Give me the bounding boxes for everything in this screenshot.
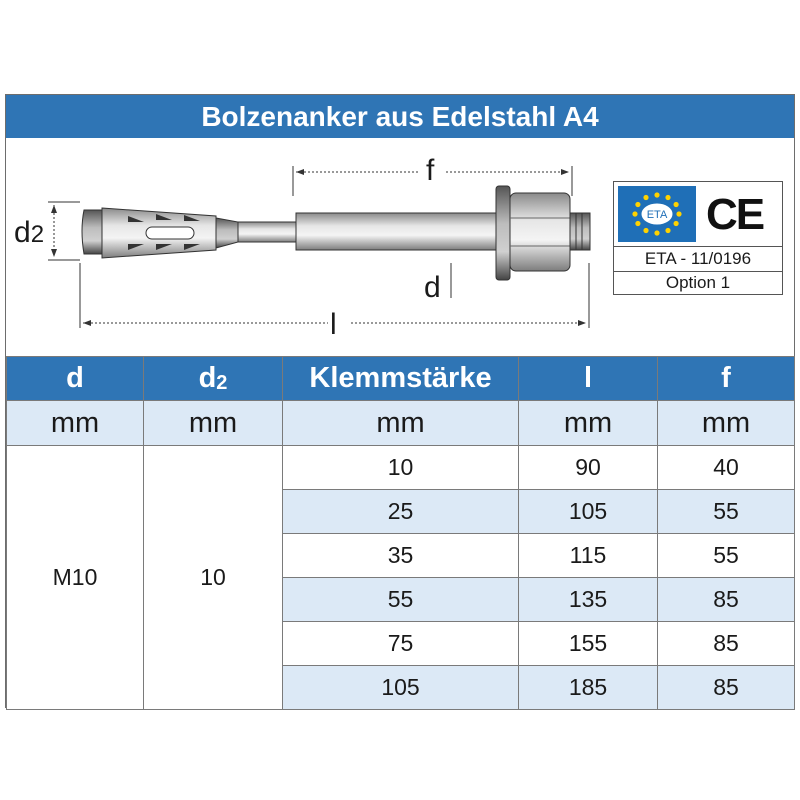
cell-f: 40 [658,446,795,490]
cell-f: 85 [658,578,795,622]
unit-d2: mm [144,401,283,446]
cell-d-value: M10 [7,446,144,710]
cell-l: 115 [519,534,658,578]
dim-label-d2-main: d [14,216,31,249]
eu-star-icon [635,221,640,226]
header-klemmstaerke: Klemmstärke [283,357,519,401]
page-title: Bolzenanker aus Edelstahl A4 [6,95,794,138]
cell-klemmstaerke: 105 [283,666,519,710]
table-unit-row [7,401,795,446]
eu-star-icon [654,230,659,235]
product-sheet [5,94,795,708]
dim-label-d: d [424,271,441,304]
header-f: f [658,357,795,401]
certification-box [613,181,783,295]
spec-table [6,356,795,710]
header-d: d [7,357,144,401]
cell-l: 185 [519,666,658,710]
technical-drawing [6,138,794,356]
cell-klemmstaerke: 75 [283,622,519,666]
eu-star-icon [654,192,659,197]
eu-star-icon [665,228,670,233]
dim-label-l: l [330,308,337,341]
dim-label-f: f [426,154,435,187]
cell-l: 155 [519,622,658,666]
cell-klemmstaerke: 55 [283,578,519,622]
cell-l: 135 [519,578,658,622]
eu-star-icon [632,211,637,216]
dim-label-d2-sub: 2 [30,221,45,248]
unit-d: mm [7,401,144,446]
cell-klemmstaerke: 25 [283,490,519,534]
cell-l: 90 [519,446,658,490]
dim-label-d2 [14,218,44,248]
cell-f: 55 [658,490,795,534]
unit-klemmstaerke: mm [283,401,519,446]
anchor-bolt-illustration [6,138,606,356]
header-l: l [519,357,658,401]
cell-f: 85 [658,622,795,666]
eu-star-icon [665,195,670,200]
unit-f: mm [658,401,795,446]
cell-d2-value: 10 [144,446,283,710]
table-header-row [7,357,795,401]
header-d2: $d_2$ [144,357,283,401]
approval-number: ETA - 11/0196 [614,247,782,272]
eu-star-icon [674,202,679,207]
eu-star-icon [635,202,640,207]
eu-star-icon [643,228,648,233]
cell-f: 55 [658,534,795,578]
eu-label: ETA [646,209,668,221]
approval-option: Option 1 [665,273,731,292]
cell-l: 105 [519,490,658,534]
eu-flag-icon [618,186,696,242]
eu-star-icon [674,221,679,226]
cell-f: 85 [658,666,795,710]
eu-star-icon [643,195,648,200]
cell-klemmstaerke: 35 [283,534,519,578]
cell-klemmstaerke: 10 [283,446,519,490]
ce-mark-icon: CE [706,190,764,239]
table-row [7,446,795,490]
eu-star-icon [676,211,681,216]
certification-marks [614,182,782,247]
unit-l: mm [519,401,658,446]
